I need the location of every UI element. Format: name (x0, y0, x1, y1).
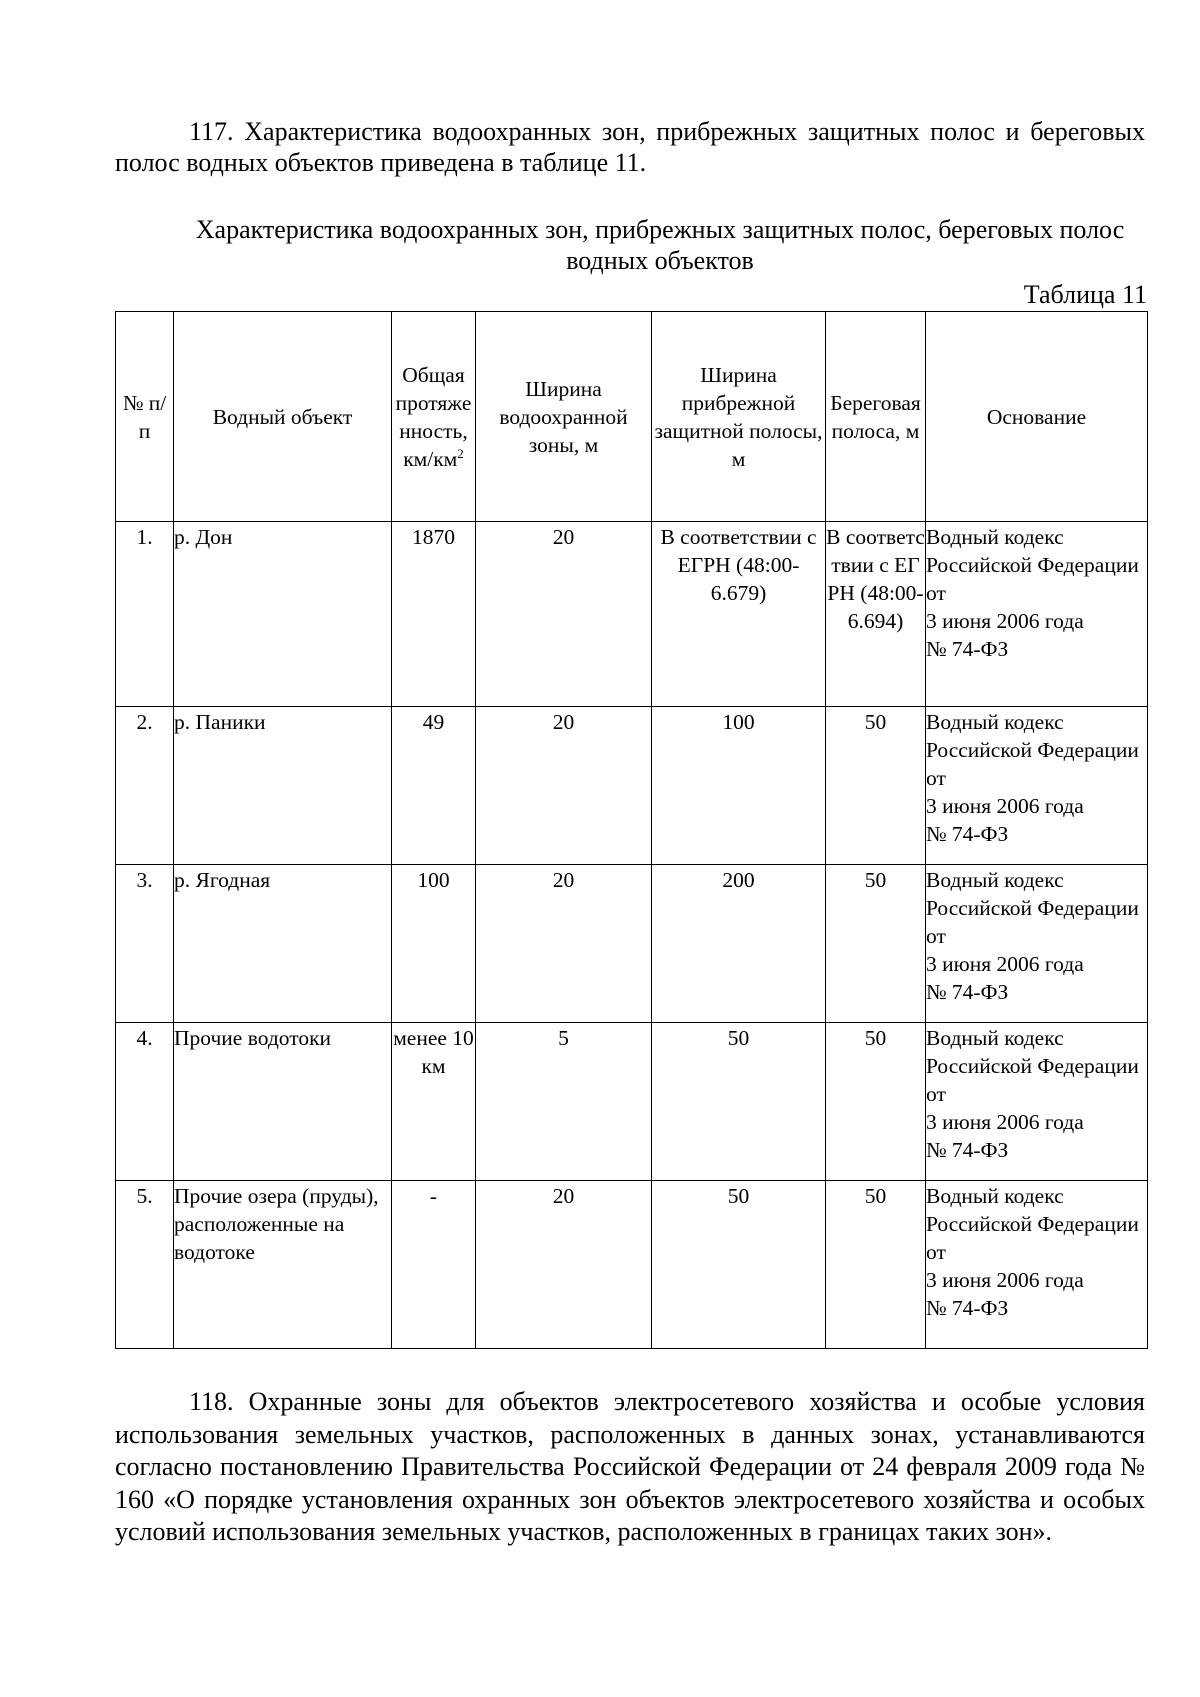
cell-num: 5. (116, 1181, 174, 1349)
table-title: Характеристика водоохранных зон, прибрежных защитных полос, береговых полос водных объектов (195, 215, 1125, 275)
cell-wz-width: 20 (476, 1181, 652, 1349)
table-row (116, 522, 1148, 707)
water-zones-table (115, 311, 1148, 1349)
table-row (116, 865, 1148, 1023)
cell-strip-width: 100 (652, 707, 826, 865)
header-basis: Основание (926, 312, 1148, 522)
cell-object: р. Паники (174, 707, 392, 865)
header-num: № п/п (116, 312, 174, 522)
cell-length: 100 (392, 865, 476, 1023)
cell-shore-strip: В соответствии с ЕГРН (48:00-6.694) (826, 522, 926, 707)
cell-length: 1870 (392, 522, 476, 707)
header-wz-width: Ширина водоохранной зоны, м (476, 312, 652, 522)
header-shore-strip: Береговая полоса, м (826, 312, 926, 522)
header-strip-width: Ширина прибрежной защитной полосы, м (652, 312, 826, 522)
cell-object: р. Ягодная (174, 865, 392, 1023)
cell-object: Прочие озера (пруды), расположенные на водотоке (174, 1181, 392, 1349)
cell-shore-strip: 50 (826, 865, 926, 1023)
table-row (116, 707, 1148, 865)
cell-object: р. Дон (174, 522, 392, 707)
cell-num: 3. (116, 865, 174, 1023)
cell-strip-width: 200 (652, 865, 826, 1023)
cell-length: менее 10 км (392, 1023, 476, 1181)
table-header-row (116, 312, 1148, 522)
cell-basis: Водный кодекс Российской Федерации от 3 июня 2006 года № 74-ФЗ (926, 522, 1148, 707)
header-object: Водный объект (174, 312, 392, 522)
cell-wz-width: 5 (476, 1023, 652, 1181)
cell-object: Прочие водотоки (174, 1023, 392, 1181)
cell-strip-width: В соответствии с ЕГРН (48:00-6.679) (652, 522, 826, 707)
cell-basis: Водный кодекс Российской Федерации от 3 июня 2006 года № 74-ФЗ (926, 1181, 1148, 1349)
cell-length: 49 (392, 707, 476, 865)
cell-shore-strip: 50 (826, 707, 926, 865)
cell-num: 4. (116, 1023, 174, 1181)
cell-num: 1. (116, 522, 174, 707)
cell-wz-width: 20 (476, 522, 652, 707)
cell-basis: Водный кодекс Российской Федерации от 3 июня 2006 года № 74-ФЗ (926, 1023, 1148, 1181)
paragraph-118: 118. Охранные зоны для объектов электросетевого хозяйства и особые условия использования земельных участков, расположенных в данных зонах, устанавливаются согласно постановлению Правительства Российской Федерации от 24 февраля 2009 года № 160 «О порядке установления охранных зон объектов электросетевого хозяйства и особых условий использования земельных участков, расположенных в границах таких зон». (115, 1387, 1145, 1546)
cell-strip-width: 50 (652, 1023, 826, 1181)
table-row (116, 1023, 1148, 1181)
cell-basis: Водный кодекс Российской Федерации от 3 июня 2006 года № 74-ФЗ (926, 865, 1148, 1023)
cell-strip-width: 50 (652, 1181, 826, 1349)
header-length (392, 312, 476, 522)
header-length-text: Общая протяженность, км/км (395, 362, 472, 471)
table-row (116, 1181, 1148, 1349)
header-length-sup: 2 (457, 445, 464, 461)
cell-basis: Водный кодекс Российской Федерации от 3 июня 2006 года № 74-ФЗ (926, 707, 1148, 865)
cell-num: 2. (116, 707, 174, 865)
cell-shore-strip: 50 (826, 1181, 926, 1349)
cell-wz-width: 20 (476, 865, 652, 1023)
cell-shore-strip: 50 (826, 1023, 926, 1181)
table-label: Таблица 11 (1023, 280, 1147, 309)
cell-wz-width: 20 (476, 707, 652, 865)
paragraph-117: 117. Характеристика водоохранных зон, прибрежных защитных полос и береговых полос водных объектов приведена в таблице 11. (115, 117, 1145, 177)
cell-length: - (392, 1181, 476, 1349)
